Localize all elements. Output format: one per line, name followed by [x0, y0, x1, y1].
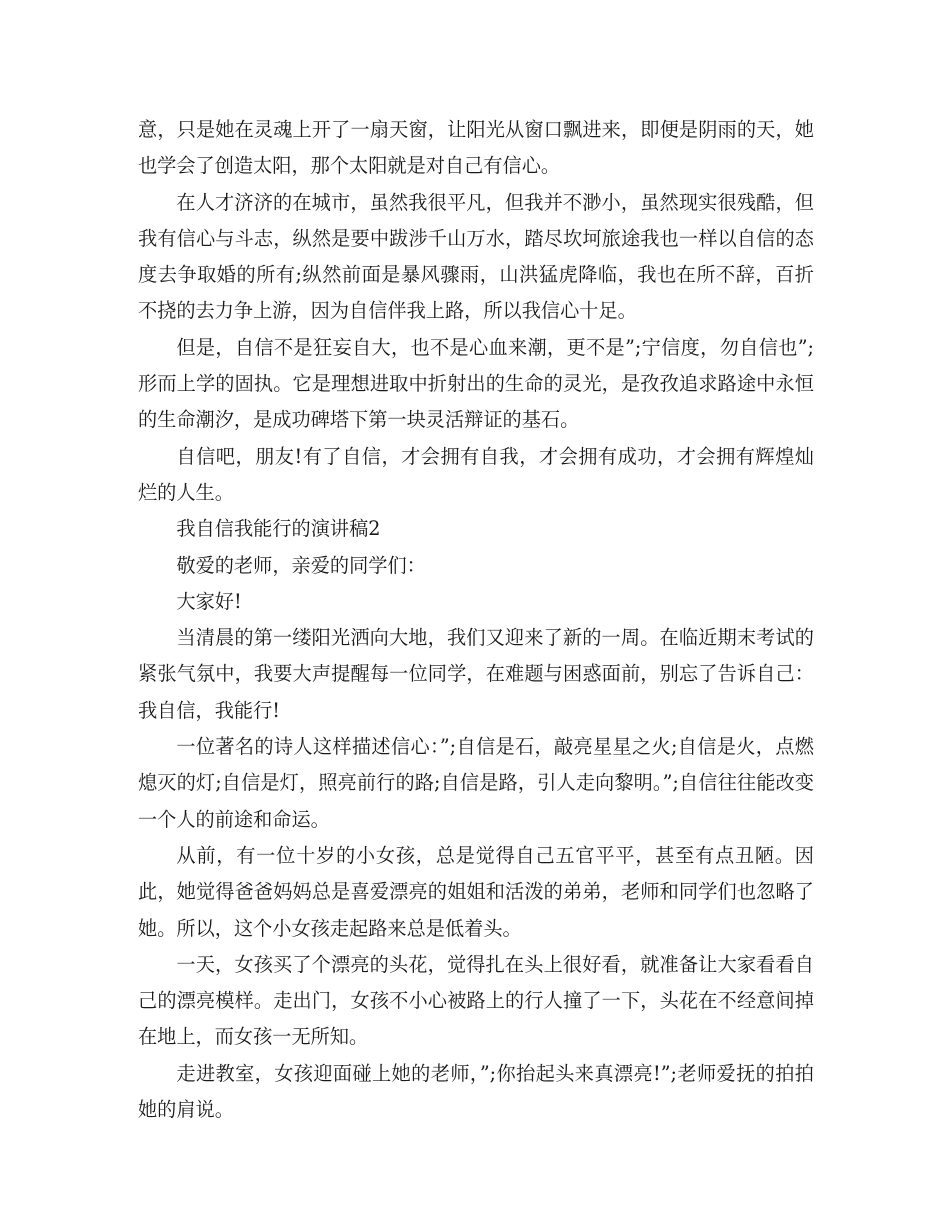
paragraph: 自信吧，朋友!有了自信，才会拥有自我，才会拥有成功，才会拥有辉煌灿烂的人生。: [138, 444, 814, 504]
paragraph: 当清晨的第一缕阳光洒向大地，我们又迎来了新的一周。在临近期末考试的紧张气氛中，我要大声提醒每一位同学，在难题与困惑面前，别忘了告诉自己：我自信，我能行!: [138, 626, 814, 722]
greeting: 大家好!: [176, 589, 242, 613]
paragraph: 在人才济济的在城市，虽然我很平凡，但我并不渺小，虽然现实很残酷，但我有信心与斗志，纵然是要中跋涉千山万水，踏尽坎坷旅途我也一样以自信的态度去争取婚的所有;纵然前面是暴风骤雨，山洪猛虎降临，我也在所不辞，百折不挠的去力争上游，因为自信伴我上路，所以我信心十足。: [138, 190, 814, 323]
section-title: 我自信我能行的演讲稿2: [176, 517, 381, 541]
paragraph: 一天，女孩买了个漂亮的头花，觉得扎在头上很好看，就准备让大家看看自己的漂亮模样。走出门，女孩不小心被路上的行人撞了一下，头花在不经意间掉在地上，而女孩一无所知。: [138, 952, 814, 1049]
document-body: [138, 112, 814, 1128]
salutation: 敬爱的老师，亲爱的同学们：: [176, 553, 426, 577]
paragraph: 走进教室，女孩迎面碰上她的老师，”;你抬起头来真漂亮!”;老师爱抚的拍拍她的肩说。: [138, 1061, 814, 1122]
paragraph: 一位著名的诗人这样描述信心：”;自信是石，敲亮星星之火;自信是火，点燃熄灭的灯;自信是灯，照亮前行的路;自信是路，引人走向黎明。”;自信往往能改变一个人的前途和命运。: [138, 735, 814, 831]
paragraph: 但是，自信不是狂妄自大，也不是心血来潮，更不是”;宁信度，勿自信也”;形而上学的固执。它是理想进取中折射出的生命的灵光，是孜孜追求路途中永恒的生命潮汐，是成功碑塔下第一块灵活辩证的基石。: [138, 335, 814, 432]
paragraph: 意，只是她在灵魂上开了一扇天窗，让阳光从窗口飘进来，即便是阴雨的天，她也学会了创造太阳，那个太阳就是对自己有信心。: [138, 118, 814, 178]
paragraph: 从前，有一位十岁的小女孩，总是觉得自己五官平平，甚至有点丑陋。因此，她觉得爸爸妈妈总是喜爱漂亮的姐姐和活泼的弟弟，老师和同学们也忽略了她。所以，这个小女孩走起路来总是低着头。: [138, 843, 814, 940]
